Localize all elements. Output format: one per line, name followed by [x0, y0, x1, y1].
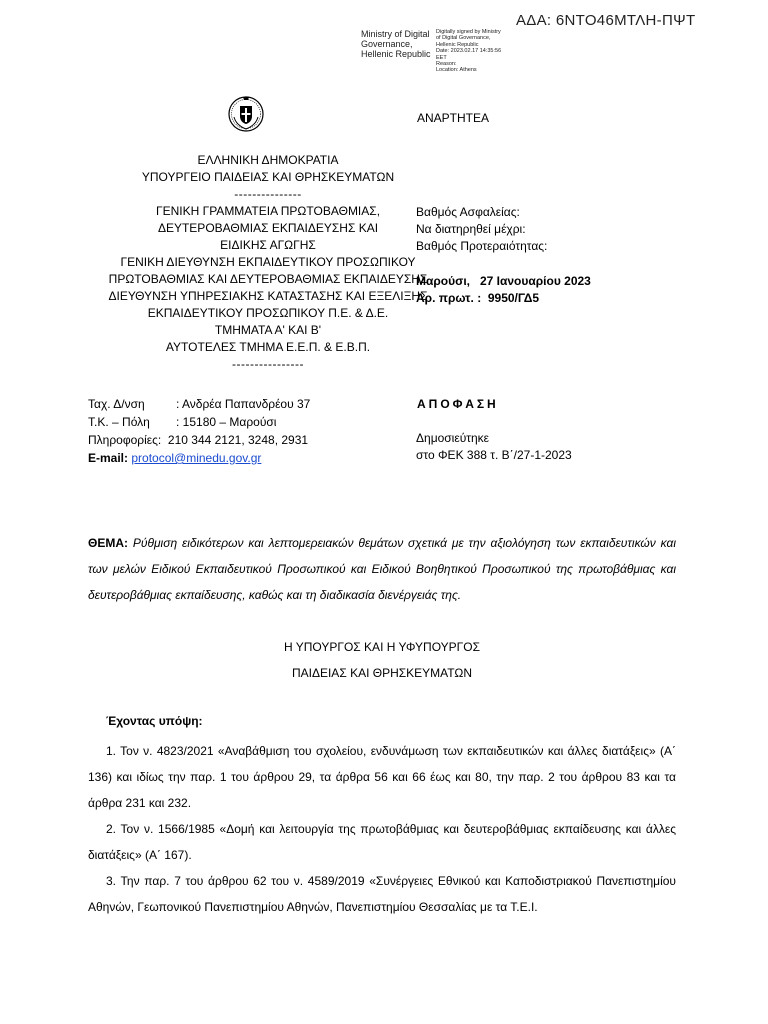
list-item: 3. Την παρ. 7 του άρθρου 62 του ν. 4589/2019 «Συνέργειες Εθνικού και Καποδιστριακού Πανεπιστημίου Αθηνών, Γεωπονικού Πανεπιστημίου Αθηνών, Πανεπιστημίου Θεσσαλίας με τα Τ.Ε.Ι. — [88, 874, 676, 914]
header-line: ΔΕΥΤΕΡΟΒΑΘΜΙΑΣ ΕΚΠΑΙΔΕΥΣΗΣ ΚΑΙ — [157, 221, 379, 235]
postal-row — [88, 413, 310, 431]
place-date: Μαρούσι, 27 Ιανουαρίου 2023 — [416, 274, 591, 288]
header-line: ΕΛΛΗΝΙΚΗ ΔΗΜΟΚΡΑΤΙΑ — [197, 153, 339, 167]
street-row — [88, 395, 310, 413]
signature-detail-line: Location: Athens — [436, 67, 477, 74]
email-link[interactable]: protocol@minedu.gov.gr — [131, 451, 262, 465]
published-line: Δημοσιεύτηκε — [416, 431, 490, 445]
signature-title-line: Ministry of Digital — [361, 29, 430, 39]
protocol-number: Αρ. πρωτ. : 9950/ΓΔ5 — [416, 291, 540, 305]
ministers-heading — [88, 634, 676, 686]
date-protocol-block — [416, 273, 591, 307]
signature-detail-line: Date: 2023.02.17 14:35:56 — [436, 48, 502, 55]
signature-detail-line: Hellenic Republic — [436, 41, 479, 48]
publication-note — [416, 430, 572, 464]
priority-level: Βαθμός Προτεραιότητας: — [416, 239, 548, 253]
decision-title: ΑΠΟΦΑΣΗ — [417, 397, 499, 411]
header-line: ΕΚΠΑΙΔΕΥΤΙΚΟΥ ΠΡΟΣΩΠΙΚΟΥ Π.Ε. & Δ.Ε. — [147, 306, 389, 320]
header-separator: --------------- — [234, 187, 302, 201]
signature-details — [436, 29, 516, 74]
security-block — [416, 204, 547, 255]
signature-title-line: Hellenic Republic — [361, 49, 431, 59]
ministry-header — [88, 152, 448, 373]
info-phones: Πληροφορίες: 210 344 2121, 3248, 2931 — [88, 433, 309, 447]
street-value: : Ανδρέα Παπανδρέου 37 — [176, 397, 311, 411]
subject-paragraph — [88, 530, 676, 608]
postal-label: Τ.Κ. – Πόλη — [88, 415, 150, 429]
header-line: ΓΕΝΙΚΗ ΔΙΕΥΘΥΝΣΗ ΕΚΠΑΙΔΕΥΤΙΚΟΥ ΠΡΟΣΩΠΙΚΟΥ — [120, 255, 416, 269]
header-line: ΔΙΕΥΘΥΝΣΗ ΥΠΗΡΕΣΙΑΚΗΣ ΚΑΤΑΣΤΑΣΗΣ ΚΑΙ ΕΞΕΛΙΞΗΣ — [108, 289, 428, 303]
list-item: 2. Τον ν. 1566/1985 «Δομή και λειτουργία της πρωτοβάθμιας και δευτεροβάθμιας εκπαίδευσης και άλλες διατάξεις» (Α΄ 167). — [88, 822, 676, 862]
signature-detail-line: EET — [436, 54, 447, 61]
security-level: Βαθμός Ασφαλείας: — [416, 205, 520, 219]
email-label: E-mail: — [88, 451, 132, 465]
ministers-line: Η ΥΠΟΥΡΓΟΣ ΚΑΙ Η ΥΦΥΠΟΥΡΓΟΣ — [283, 640, 481, 654]
keep-until: Να διατηρηθεί μέχρι: — [416, 222, 526, 236]
info-row — [88, 431, 310, 449]
considerations-list — [88, 738, 676, 920]
header-line: ΥΠΟΥΡΓΕΙΟ ΠΑΙΔΕΙΑΣ ΚΑΙ ΘΡΗΣΚΕΥΜΑΤΩΝ — [141, 170, 395, 184]
signature-detail-line: of Digital Governance, — [436, 35, 491, 42]
subject-label: ΘΕΜΑ: — [88, 536, 128, 550]
postal-value: : 15180 – Μαρούσι — [176, 415, 277, 429]
header-line: ΓΕΝΙΚΗ ΓΡΑΜΜΑΤΕΙΑ ΠΡΩΤΟΒΑΘΜΙΑΣ, — [155, 204, 381, 218]
considering-heading: Έχοντας υπόψη: — [106, 714, 203, 728]
list-item: 1. Τον ν. 4823/2021 «Αναβάθμιση του σχολείου, ενδυνάμωση των εκπαιδευτικών και άλλες διατάξεις» (Α΄ 136) και ιδίως την παρ. 1 του άρθρου 29, τα άρθρα 56 και 66 έως και 80, την παρ. 2 του άρθρου 83 και τα άρθρα 231 και 232. — [88, 744, 676, 810]
coat-of-arms-emblem — [226, 93, 266, 133]
published-gazette: στο ΦΕΚ 388 τ. Β΄/27-1-2023 — [416, 448, 572, 462]
signature-title — [361, 29, 433, 59]
header-line: ΤΜΗΜΑΤΑ Α' ΚΑΙ Β' — [214, 323, 322, 337]
address-block — [88, 395, 310, 467]
subject-text: Ρύθμιση ειδικότερων και λεπτομερειακών θεμάτων σχετικά με την αξιολόγηση των εκπαιδευτικών και των μελών Ειδικού Εκπαιδευτικού Προσωπικού και Ειδικού Βοηθητικού Προσωπικού της πρωτοβάθμιας και δευτεροβάθμιας εκπαίδευσης, καθώς και τη διαδικασία διενέργειάς της. — [88, 536, 676, 602]
email-row — [88, 449, 310, 467]
street-label: Ταχ. Δ/νση — [88, 397, 145, 411]
signature-detail-line: Reason: — [436, 61, 457, 68]
header-line: ΠΡΩΤΟΒΑΘΜΙΑΣ ΚΑΙ ΔΕΥΤΕΡΟΒΑΘΜΙΑΣ ΕΚΠΑΙΔΕΥΣΗΣ — [108, 272, 428, 286]
signature-detail-line: Digitally signed by Ministry — [436, 29, 501, 35]
posting-notice: ΑΝΑΡΤΗΤΕΑ — [417, 111, 490, 125]
header-line: ΑΥΤΟΤΕΛΕΣ ΤΜΗΜΑ Ε.Ε.Π. & Ε.Β.Π. — [165, 340, 371, 354]
header-separator: ---------------- — [232, 357, 304, 371]
header-line: ΕΙΔΙΚΗΣ ΑΓΩΓΗΣ — [220, 238, 316, 252]
ada-code: ΑΔΑ: 6ΝΤΟ46ΜΤΛΗ-ΠΨΤ — [516, 12, 696, 29]
ministers-line: ΠΑΙΔΕΙΑΣ ΚΑΙ ΘΡΗΣΚΕΥΜΑΤΩΝ — [291, 666, 473, 680]
signature-title-line: Governance, — [361, 39, 413, 49]
